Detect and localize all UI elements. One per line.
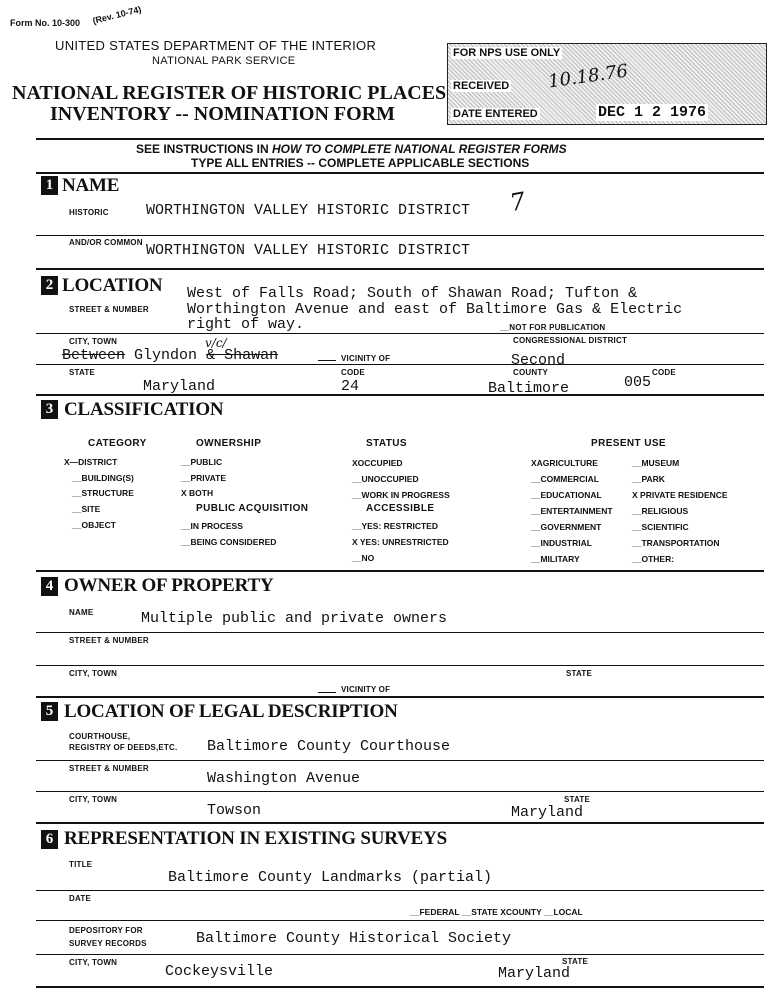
acquisition-option: __BEING CONSIDERED [181,537,277,547]
present-use-option: __COMMERCIAL [531,474,600,484]
rule-owner-name [36,632,764,633]
owner-name-label: NAME [69,608,94,617]
received-label: RECEIVED [453,80,510,92]
owner-state-label: STATE [566,669,593,678]
vicinity-label: VICINITY OF [341,354,391,363]
rule-depository [36,954,764,955]
form-number: Form No. 10-300 [10,18,81,28]
status-heading: STATUS [366,438,407,449]
not-for-publication: __NOT FOR PUBLICATION [500,323,606,332]
status-option: XOCCUPIED [352,458,403,468]
state-code-label: CODE [341,368,365,377]
present-use-option: __RELIGIOUS [632,506,689,516]
section-1-number: 1 [41,176,58,195]
instructions-prefix: SEE INSTRUCTIONS IN [136,142,273,156]
ownership-option: __PUBLIC [181,457,223,467]
depository-value: Baltimore County Historical Society [196,930,512,947]
ownership-option: X BOTH [181,488,214,498]
accessible-heading: ACCESSIBLE [366,503,435,514]
courthouse-label: COURTHOUSE, [69,732,131,741]
county-label: COUNTY [513,368,548,377]
section-6-title: REPRESENTATION IN EXISTING SURVEYS [64,828,448,849]
revision-date: (Rev. 10-74) [91,4,143,26]
status-option: __UNOCCUPIED [352,474,419,484]
instructions-line1 [136,142,567,156]
rule-sec5 [36,696,764,698]
received-date-handwritten: 10.18.76 [546,60,630,93]
congressional-label: CONGRESSIONAL DISTRICT [513,336,628,345]
city-handwritten-note: v/c/ [205,336,227,350]
county-code-label: CODE [652,368,676,377]
rule-owner-street [36,665,764,666]
congressional-value: Second [511,352,566,369]
category-option: __SITE [72,504,101,514]
present-use-option: __OTHER: [632,554,675,564]
rule-sec2 [36,268,764,270]
section-5-title: LOCATION OF LEGAL DESCRIPTION [64,701,398,722]
present-use-option: __INDUSTRIAL [531,538,592,548]
owner-vicinity-line [318,692,336,693]
section-6-number: 6 [41,830,58,849]
common-name-label: AND/OR COMMON [69,238,143,247]
present-use-option: __TRANSPORTATION [632,538,720,548]
vicinity-line [318,360,336,361]
rule-street [36,333,764,334]
accessible-option: __YES: RESTRICTED [352,521,438,531]
present-use-option: XAGRICULTURE [531,458,598,468]
section-4-title: OWNER OF PROPERTY [64,575,274,596]
depository-label-1: DEPOSITORY FOR [69,926,143,935]
present-use-option: __PARK [632,474,665,484]
section-4-number: 4 [41,577,58,596]
owner-city-label: CITY, TOWN [69,669,118,678]
accessible-option: __NO [352,553,375,563]
section-3-title: CLASSIFICATION [64,399,224,420]
nps-use-label: FOR NPS USE ONLY [453,47,561,59]
section-2-title: LOCATION [62,275,163,296]
instructions-line2: TYPE ALL ENTRIES -- COMPLETE APPLICABLE SECTIONS [191,156,530,170]
ownership-heading: OWNERSHIP [196,438,262,449]
location-street-line1: West of Falls Road; South of Shawan Road; Tufton & [187,285,638,302]
present-use-option: __GOVERNMENT [531,522,602,532]
city-struck-text-2: & Shawan [206,347,279,364]
rule-legal-street [36,791,764,792]
survey-city-label: CITY, TOWN [69,958,118,967]
ownership-option: __PRIVATE [181,473,227,483]
present-use-option: __MUSEUM [632,458,680,468]
depository-label-2: SURVEY RECORDS [69,939,147,948]
date-entered-label: DATE ENTERED [453,108,538,120]
rule-courthouse [36,760,764,761]
section-2-number: 2 [41,276,58,295]
survey-level-options: __FEDERAL __STATE XCOUNTY __LOCAL [410,907,583,917]
rule-sec4 [36,570,764,572]
instructions-italic: HOW TO COMPLETE NATIONAL REGISTER FORMS [272,142,567,156]
date-entered-stamp: DEC 1 2 1976 [598,104,707,121]
category-option: __STRUCTURE [72,488,134,498]
acquisition-heading: PUBLIC ACQUISITION [196,503,309,514]
historic-label: HISTORIC [69,208,109,217]
rule-bottom [36,986,764,988]
owner-street-label: STREET & NUMBER [69,636,149,645]
section-3-number: 3 [41,400,58,419]
legal-state-label: STATE [564,795,591,804]
survey-state-value: Maryland [498,965,571,982]
common-name-value: WORTHINGTON VALLEY HISTORIC DISTRICT [146,242,471,259]
rule-sec1 [36,172,764,174]
survey-state-label: STATE [562,957,589,966]
department-name: UNITED STATES DEPARTMENT OF THE INTERIOR [55,38,377,53]
rule-sec3 [36,394,764,396]
legal-street-value: Washington Avenue [207,770,361,787]
county-code-value: 005 [624,374,652,391]
present-use-option: X PRIVATE RESIDENCE [632,490,728,500]
location-street-line3: right of way. [187,316,305,333]
present-use-heading: PRESENT USE [591,438,666,449]
state-code-value: 24 [341,378,360,395]
legal-city-label: CITY, TOWN [69,795,118,804]
acquisition-option: __IN PROCESS [181,521,243,531]
city-value [62,347,278,364]
registry-label: REGISTRY OF DEEDS,ETC. [69,743,178,752]
legal-state-value: Maryland [511,804,584,821]
form-title-line1: NATIONAL REGISTER OF HISTORIC PLACES [12,82,447,104]
rule-historic [36,235,764,236]
rule-survey-date [36,920,764,921]
owner-vicinity-label: VICINITY OF [341,685,391,694]
city-struck-text: Between [62,347,126,364]
location-street-line2: Worthington Avenue and east of Baltimore Gas & Electric [187,301,683,318]
legal-street-label: STREET & NUMBER [69,764,149,773]
handwritten-mark: 7 [507,186,528,218]
service-name: NATIONAL PARK SERVICE [152,55,296,67]
survey-date-label: DATE [69,894,91,903]
status-option: __WORK IN PROGRESS [352,490,450,500]
form-title-line2: INVENTORY -- NOMINATION FORM [50,103,396,125]
section-1-title: NAME [62,175,120,196]
survey-city-value: Cockeysville [165,963,274,980]
rule-city [36,364,764,365]
section-5-number: 5 [41,702,58,721]
present-use-option: __ENTERTAINMENT [531,506,613,516]
owner-name-value: Multiple public and private owners [141,610,448,627]
rule-sec6 [36,822,764,824]
state-label: STATE [69,368,96,377]
present-use-option: __SCIENTIFIC [632,522,689,532]
category-option: __BUILDING(S) [72,473,134,483]
present-use-option: __MILITARY [531,554,580,564]
category-heading: CATEGORY [88,438,147,449]
city-name: Glyndon [134,347,198,364]
legal-city-value: Towson [207,802,262,819]
category-option: X—DISTRICT [64,457,118,467]
accessible-option: X YES: UNRESTRICTED [352,537,449,547]
header-rule [36,138,764,140]
category-option: __OBJECT [72,520,116,530]
survey-title-value: Baltimore County Landmarks (partial) [168,869,493,886]
survey-title-label: TITLE [69,860,93,869]
present-use-option: __EDUCATIONAL [531,490,602,500]
state-value: Maryland [143,378,216,395]
rule-survey-title [36,890,764,891]
courthouse-value: Baltimore County Courthouse [207,738,451,755]
historic-name-value: WORTHINGTON VALLEY HISTORIC DISTRICT [146,202,471,219]
street-number-label: STREET & NUMBER [69,305,149,314]
city-town-label: CITY, TOWN [69,337,118,346]
county-value: Baltimore [488,380,570,397]
